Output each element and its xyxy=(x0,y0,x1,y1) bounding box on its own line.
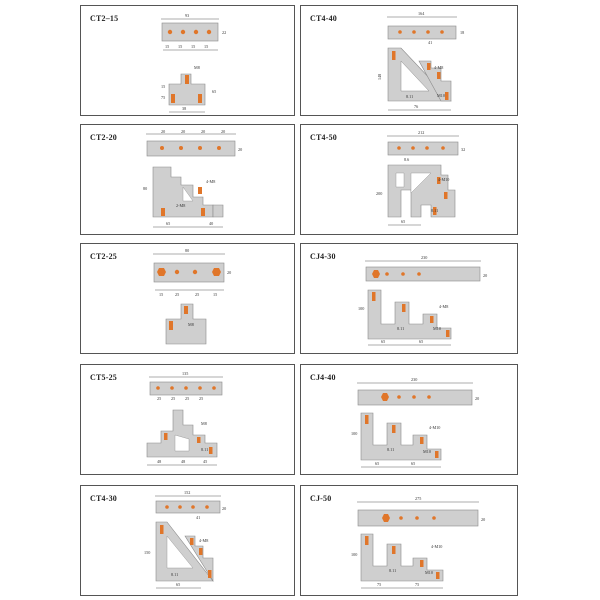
svg-text:65: 65 xyxy=(212,89,217,94)
svg-text:75: 75 xyxy=(377,582,382,587)
panel-title: CJ4-40 xyxy=(310,373,336,382)
dim-top: 93 xyxy=(185,13,190,18)
svg-text:8.11: 8.11 xyxy=(387,447,395,452)
panel-ct2-20 xyxy=(80,124,295,235)
panel-ct5-25 xyxy=(80,364,295,475)
svg-text:100: 100 xyxy=(351,431,358,436)
svg-text:8.6: 8.6 xyxy=(404,157,410,162)
svg-text:38: 38 xyxy=(182,106,187,111)
svg-text:15: 15 xyxy=(159,292,164,297)
svg-text:15: 15 xyxy=(204,44,209,49)
svg-text:164: 164 xyxy=(418,11,425,16)
svg-text:2-M8: 2-M8 xyxy=(176,203,186,208)
svg-text:48: 48 xyxy=(181,459,186,464)
svg-text:20: 20 xyxy=(227,270,232,275)
svg-text:18: 18 xyxy=(460,30,465,35)
svg-text:4-M8: 4-M8 xyxy=(206,179,216,184)
svg-text:148: 148 xyxy=(377,73,382,80)
svg-text:80: 80 xyxy=(143,186,148,191)
svg-text:8.11: 8.11 xyxy=(389,568,397,573)
panel-title: CT4-30 xyxy=(90,494,117,503)
svg-text:4-M10: 4-M10 xyxy=(438,177,450,182)
drawing-ct4-30 xyxy=(81,486,296,597)
drawing-ct2-20 xyxy=(81,125,296,236)
svg-text:100: 100 xyxy=(358,306,365,311)
svg-text:M8: M8 xyxy=(188,322,194,327)
svg-text:41: 41 xyxy=(196,515,201,520)
svg-text:32: 32 xyxy=(461,147,466,152)
svg-text:152: 152 xyxy=(184,490,191,495)
svg-text:20: 20 xyxy=(221,129,226,134)
svg-text:25: 25 xyxy=(199,396,204,401)
svg-text:8.11: 8.11 xyxy=(397,326,405,331)
svg-text:8.11: 8.11 xyxy=(171,572,179,577)
svg-text:76: 76 xyxy=(414,104,419,109)
panel-title: CJ4-30 xyxy=(310,252,336,261)
svg-text:M8: M8 xyxy=(194,65,200,70)
svg-text:48: 48 xyxy=(157,459,162,464)
panel-ct4-30 xyxy=(80,485,295,596)
panel-ct2-25 xyxy=(80,243,295,354)
panel-title: CJ-50 xyxy=(310,494,332,503)
svg-text:20: 20 xyxy=(181,129,186,134)
svg-text:25: 25 xyxy=(157,396,162,401)
svg-text:80: 80 xyxy=(185,248,190,253)
svg-text:8.11: 8.11 xyxy=(431,208,439,213)
svg-text:75: 75 xyxy=(415,582,420,587)
drawing-ct5-25 xyxy=(81,365,296,476)
svg-text:20: 20 xyxy=(222,506,227,511)
svg-text:20: 20 xyxy=(483,273,488,278)
panel-ct4-40 xyxy=(300,5,518,116)
svg-text:20: 20 xyxy=(238,147,243,152)
svg-text:4-M10: 4-M10 xyxy=(431,544,443,549)
svg-text:15: 15 xyxy=(161,84,166,89)
svg-text:65: 65 xyxy=(381,339,386,344)
svg-text:20: 20 xyxy=(481,517,486,522)
panel-ct4-50 xyxy=(300,124,518,235)
drawing-cj-50 xyxy=(301,486,519,597)
panel-title: CT2-20 xyxy=(90,133,117,142)
svg-text:4-M8: 4-M8 xyxy=(439,304,449,309)
svg-text:41: 41 xyxy=(428,40,433,45)
svg-text:4-M10: 4-M10 xyxy=(429,425,441,430)
panel-cj-50 xyxy=(300,485,518,596)
svg-text:M10: M10 xyxy=(433,326,441,331)
svg-text:20: 20 xyxy=(161,129,166,134)
panel-cj4-40 xyxy=(300,364,518,475)
svg-text:150: 150 xyxy=(144,550,151,555)
panel-title: CT4-50 xyxy=(310,133,337,142)
svg-text:75: 75 xyxy=(161,95,166,100)
svg-text:65: 65 xyxy=(166,221,171,226)
svg-text:4-M8: 4-M8 xyxy=(434,65,444,70)
svg-text:200: 200 xyxy=(376,191,383,196)
svg-text:M10: M10 xyxy=(425,570,433,575)
svg-text:100: 100 xyxy=(351,552,358,557)
svg-text:65: 65 xyxy=(401,219,406,224)
svg-text:65: 65 xyxy=(411,461,416,466)
panel-ct2-15 xyxy=(80,5,295,116)
svg-text:230: 230 xyxy=(421,255,428,260)
svg-text:15: 15 xyxy=(213,292,218,297)
drawing-ct4-40 xyxy=(301,6,519,117)
svg-text:22: 22 xyxy=(222,30,227,35)
svg-text:65: 65 xyxy=(419,339,424,344)
drawing-ct4-50 xyxy=(301,125,519,236)
svg-text:65: 65 xyxy=(176,582,181,587)
svg-text:20: 20 xyxy=(201,129,206,134)
svg-text:25: 25 xyxy=(175,292,180,297)
svg-text:8.11: 8.11 xyxy=(201,447,209,452)
svg-text:230: 230 xyxy=(411,377,418,382)
svg-text:135: 135 xyxy=(182,371,189,376)
svg-text:40: 40 xyxy=(209,221,214,226)
svg-text:65: 65 xyxy=(375,461,380,466)
panel-title: CT2-25 xyxy=(90,252,117,261)
svg-text:45: 45 xyxy=(203,459,208,464)
panel-title: CT4-40 xyxy=(310,14,337,23)
svg-text:15: 15 xyxy=(165,44,170,49)
svg-text:M10: M10 xyxy=(423,449,431,454)
svg-text:25: 25 xyxy=(171,396,176,401)
drawing-ct2-15 xyxy=(81,6,296,117)
svg-text:212: 212 xyxy=(418,130,425,135)
drawing-cj4-30 xyxy=(301,244,519,355)
svg-text:8.11: 8.11 xyxy=(406,94,414,99)
svg-text:M8: M8 xyxy=(201,421,207,426)
svg-text:M10: M10 xyxy=(437,93,445,98)
drawing-ct2-25 xyxy=(81,244,296,355)
svg-text:25: 25 xyxy=(195,292,200,297)
panel-cj4-30 xyxy=(300,243,518,354)
svg-text:25: 25 xyxy=(185,396,190,401)
svg-text:20: 20 xyxy=(475,396,480,401)
svg-text:15: 15 xyxy=(191,44,196,49)
panel-title: CT2–15 xyxy=(90,14,119,23)
svg-text:4-M8: 4-M8 xyxy=(199,538,209,543)
svg-text:275: 275 xyxy=(415,496,422,501)
drawing-cj4-40 xyxy=(301,365,519,476)
svg-text:15: 15 xyxy=(178,44,183,49)
panel-title: CT5-25 xyxy=(90,373,117,382)
